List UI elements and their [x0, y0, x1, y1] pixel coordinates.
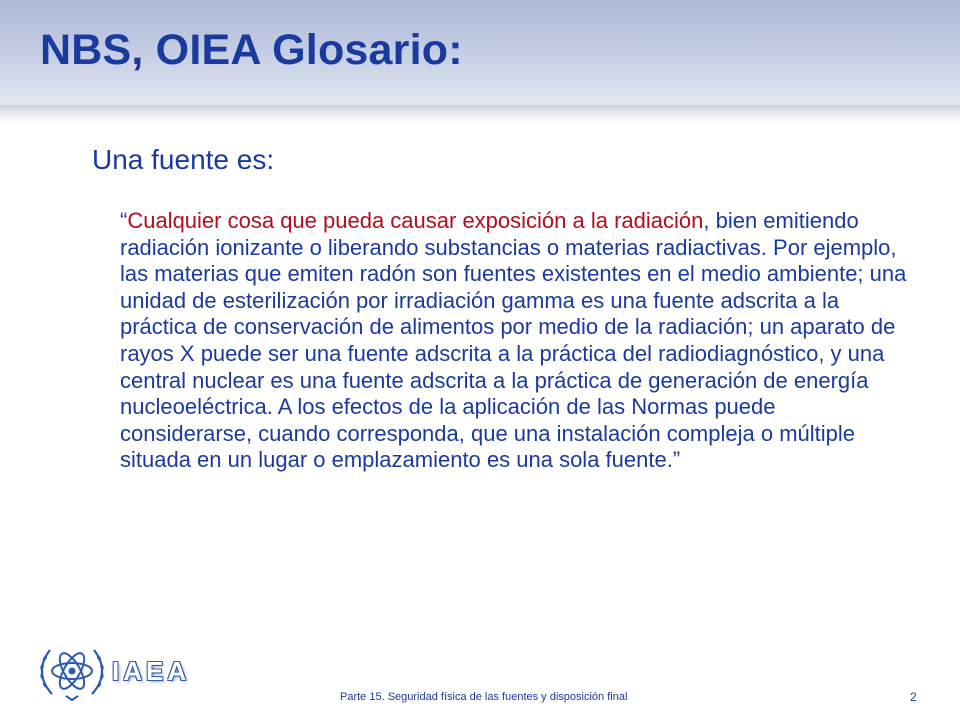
slide-title: NBS, OIEA Glosario: — [40, 26, 463, 74]
quote-highlighted-text: Cualquier cosa que pueda causar exposición a la radiación — [127, 208, 704, 233]
iaea-emblem-icon — [36, 640, 108, 702]
quote-close-mark: ” — [672, 447, 681, 473]
header-shadow — [0, 105, 960, 123]
footer-caption: Parte 15. Seguridad física de las fuentes y disposición final — [340, 691, 628, 703]
slide-subtitle: Una fuente es: — [92, 144, 275, 175]
quote-open-mark: “ — [120, 208, 128, 233]
quote-body-text: , bien emitiendo radiación ionizante o liberando substancias o materias radiactivas. Por ejemplo, las materias que emiten radón son fuentes existentes en el medio ambiente; una unidad de esterilización por irradiación gamma es una fuente adscrita a la práctica de conservación de alimentos por medio de la radiación; un aparato de rayos X puede ser una fuente adscrita a la práctica del radiodiagnóstico, y una central nuclear es una fuente adscrita a la práctica de generación de energía nucleoeléctrica. A los efectos de la aplicación de las Normas puede considerarse, cuando corresponda, que una instalación compleja o múltiple situada en un lugar o emplazamiento es una sola fuente. — [120, 208, 907, 473]
iaea-wordmark: IAEA — [112, 656, 191, 686]
page-number: 2 — [910, 690, 917, 704]
definition-quote — [120, 208, 910, 474]
